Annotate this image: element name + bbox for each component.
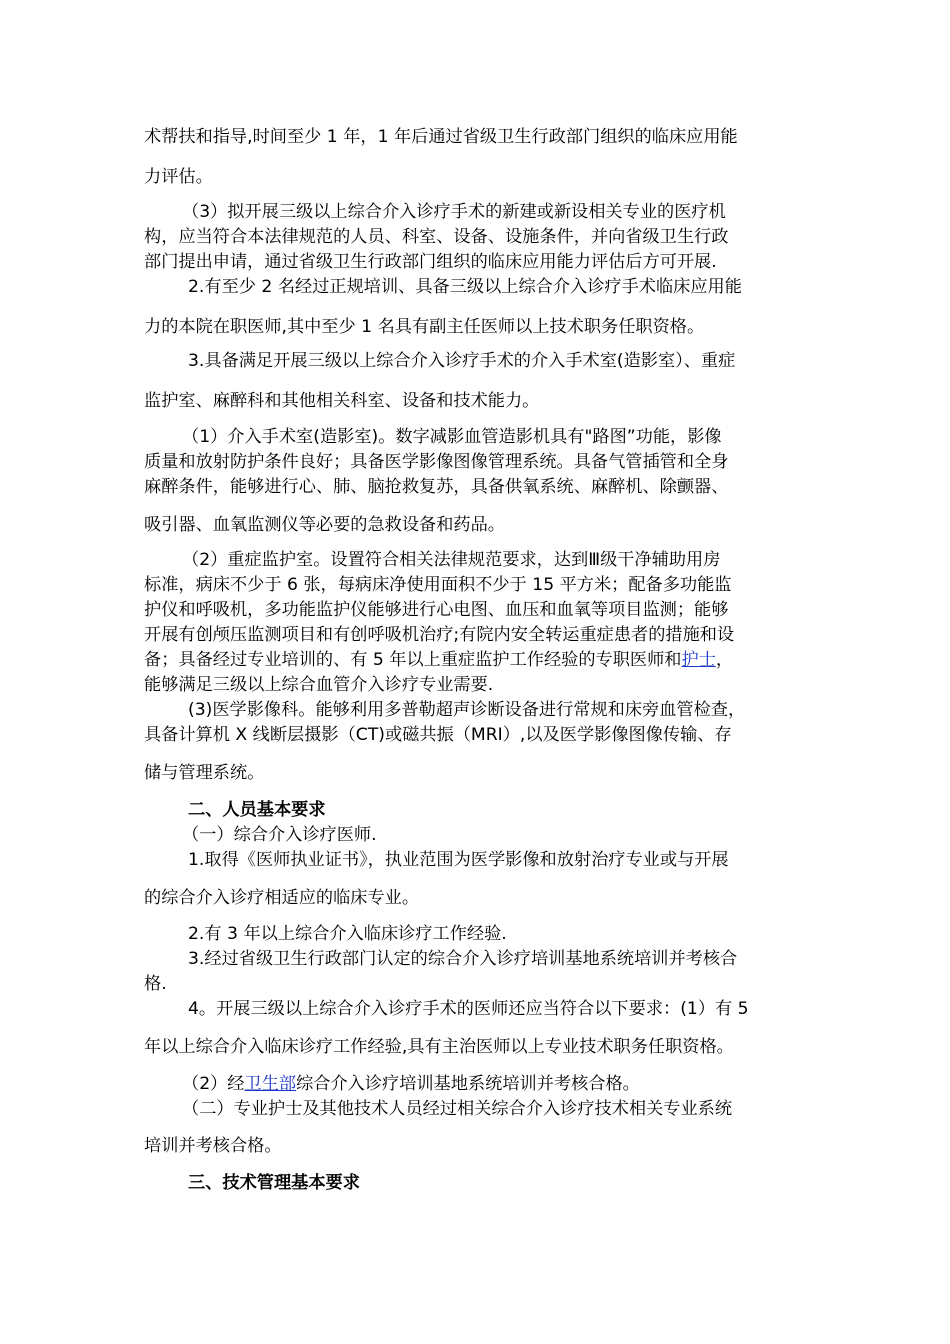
paragraph-line: （2）重症监护室。设置符合相关法律规范要求，达到Ⅲ级干净辅助用房 [182, 550, 721, 570]
paragraph-line: 2.有 3 年以上综合介入临床诊疗工作经验. [188, 924, 507, 944]
paragraph-line: 质量和放射防护条件良好；具备医学影像图像管理系统。具备气管插管和全身 [144, 452, 729, 472]
paragraph-line: 3.经过省级卫生行政部门认定的综合介入诊疗培训基地系统培训并考核合 [188, 949, 738, 969]
paragraph-line: (3)医学影像科。能够利用多普勒超声诊断设备进行常规和床旁血管检查， [188, 700, 746, 720]
paragraph-line: 3.具备满足开展三级以上综合介入诊疗手术的介入手术室(造影室）、重症 [188, 351, 736, 371]
paragraph-line: 格. [144, 974, 167, 994]
paragraph-line: 术帮扶和指导,时间至少 1 年，1 年后通过省级卫生行政部门组织的临床应用能 [144, 127, 738, 147]
paragraph-line: 4。开展三级以上综合介入诊疗手术的医师还应当符合以下要求：(1）有 5 [188, 999, 749, 1019]
paragraph-line: （二）专业护士及其他技术人员经过相关综合介入诊疗技术相关专业系统 [182, 1099, 733, 1119]
paragraph-line: 2.有至少 2 名经过正规培训、具备三级以上综合介入诊疗手术临床应用能 [188, 277, 742, 297]
paragraph-line [0, 649, 733, 671]
paragraph-line: 吸引器、血氧监测仪等必要的急救设备和药品。 [144, 515, 505, 535]
paragraph-line: 麻醉条件，能够进行心、肺、脑抢救复苏，具备供氧系统、麻醉机、除颤器、 [144, 477, 729, 497]
paragraph-line: 标准，病床不少于 6 张，每病床净使用面积不少于 15 平方米；配备多功能监 [144, 575, 732, 595]
paragraph-line: 培训并考核合格。 [144, 1136, 282, 1156]
nurse-link[interactable]: 护士 [681, 650, 716, 670]
paragraph-line: 1.取得《医师执业证书》，执业范围为医学影像和放射治疗专业或与开展 [188, 850, 729, 870]
section-heading: 二、人员基本要求 [188, 800, 326, 820]
paragraph-line: 部门提出申请，通过省级卫生行政部门组织的临床应用能力评估后方可开展. [144, 252, 717, 272]
paragraph-line: （3）拟开展三级以上综合介入诊疗手术的新建或新设相关专业的医疗机 [182, 202, 726, 222]
paragraph-line: 储与管理系统。 [144, 763, 265, 783]
paragraph-line: （1）介入手术室(造影室)。数字减影血管造影机具有"路图”功能，影像 [182, 427, 722, 447]
line-text: 综合介入诊疗培训基地系统培训并考核合格。 [296, 1074, 640, 1094]
section-heading: 三、技术管理基本要求 [188, 1173, 360, 1193]
line-text: ， [715, 650, 734, 670]
ministry-of-health-link[interactable]: 卫生部 [244, 1074, 297, 1094]
paragraph-line [0, 1073, 640, 1095]
paragraph-line: 具备计算机 X 线断层摄影（CT)或磁共振（MRI）,以及医学影像图像传输、存 [144, 725, 732, 745]
paragraph-line: 年以上综合介入临床诊疗工作经验,具有主治医师以上专业技术职务任职资格。 [144, 1037, 734, 1057]
paragraph-line: 构，应当符合本法律规范的人员、科室、设备、设施条件，并向省级卫生行政 [144, 227, 729, 247]
paragraph-line: 力评估。 [144, 167, 213, 187]
paragraph-line: 开展有创颅压监测项目和有创呼吸机治疗;有院内安全转运重症患者的措施和设 [144, 625, 735, 645]
paragraph-line: 护仪和呼吸机，多功能监护仪能够进行心电图、血压和血氧等项目监测；能够 [144, 600, 729, 620]
paragraph-line: 监护室、麻醉科和其他相关科室、设备和技术能力。 [144, 391, 540, 411]
line-text: （2）经 [182, 1074, 245, 1094]
paragraph-line: 力的本院在职医师,其中至少 1 名具有副主任医师以上技术职务任职资格。 [144, 317, 705, 337]
line-text: 备；具备经过专业培训的、有 5 年以上重症监护工作经验的专职医师和 [144, 650, 682, 670]
paragraph-line: 能够满足三级以上综合血管介入诊疗专业需要. [144, 675, 494, 695]
paragraph-line: 的综合介入诊疗相适应的临床专业。 [144, 888, 420, 908]
paragraph-line: （一）综合介入诊疗医师. [182, 825, 377, 845]
